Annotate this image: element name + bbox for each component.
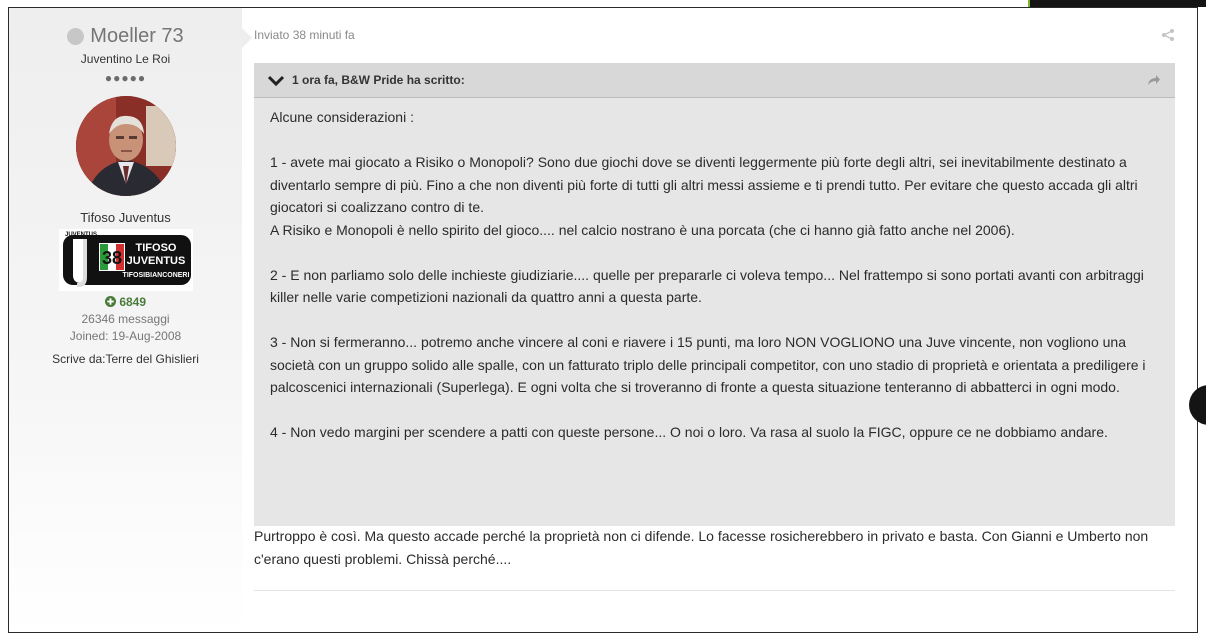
avatar[interactable]: [76, 96, 176, 196]
author-title: Juventino Le Roi: [80, 52, 171, 66]
reputation[interactable]: [9, 295, 242, 309]
chevron-down-icon[interactable]: [268, 74, 284, 86]
badge-line1: TIFOSO: [135, 242, 176, 254]
group-badge-image: [59, 229, 193, 291]
quote-header[interactable]: [254, 63, 1175, 98]
reputation-value: 6849: [119, 295, 147, 309]
badge-line3: TIFOSIBIANCONERI: [122, 272, 189, 279]
reply-text: Purtroppo è così. Ma questo accade perché la proprietà non ci difende. Lo facesse rosicherebbero in privato e basta. Con Gianni e Umberto non c'erano questi problemi. Chissà perché....: [254, 528, 1149, 567]
quote-paragraph: Alcune considerazioni :: [270, 109, 414, 125]
quote-paragraph: 3 - Non si fermeranno... potremo anche vincere al coni e riavere i 15 punti, ma loro NON VOGLIONO una Juve vincente, non vogliono una società con un gruppo solido alle spalle, con un fatturato triplo delle principali competitor, con uno stadio di proprietà e orientata a prediligere i palcoscenici internazionali (Superlega). E ogni volta che si troveranno di fronte a questa situazione tenteranno di abbatterci in ogni modo.: [270, 334, 1146, 395]
quote-citation[interactable]: 1 ora fa, B&W Pride ha scritto:: [292, 73, 465, 87]
avatar-image: [76, 96, 176, 196]
quote-paragraph: 4 - Non vedo margini per scendere a patti con queste persone... O noi o loro. Va rasa al suolo la FIGC, oppure ce ne dobbiamo andare.: [270, 424, 1108, 440]
quote-paragraph: A Risiko e Monopoli è nello spirito del gioco.... nel calcio nostrano è una porcata (che ci hanno già fatto anche nel 2006).: [270, 221, 1015, 238]
post-timestamp[interactable]: Inviato 38 minuti fa: [254, 28, 355, 42]
post-divider: [254, 590, 1175, 591]
post-content: [254, 8, 1175, 633]
quote-paragraph: 2 - E non parliamo solo delle inchieste giudiziarie.... quelle per prepararle ci voleva tempo... Nel frattempo si sono portati avanti con arbitraggi killer nelle varie competizioni nazionali da quattro anni a questa parte.: [270, 266, 1144, 305]
badge-top-text: JUVENTUS: [64, 232, 97, 238]
group-name: Tifoso Juventus: [80, 210, 171, 225]
author-panel: [9, 8, 242, 633]
author-location: Scrive da:Terre del Ghislieri: [52, 352, 199, 366]
author-name[interactable]: Moeller 73: [90, 24, 184, 47]
forum-post: [8, 7, 1198, 633]
quote-body: [254, 98, 1175, 444]
joined-date: Joined: 19-Aug-2008: [69, 329, 182, 343]
quote-paragraph: 1 - avete mai giocato a Risiko o Monopoli? Sono due giochi dove se diventi leggermente più forte degli altri, sei inevitabilmente destinato a diventarlo sempre di più. Fino a che non diventi più forte di tutti gli altri messi assieme e ti prendi tutto. Per evitare che questo accada gli altri giocatori si coalizzano contro di te.: [270, 154, 1138, 215]
share-icon[interactable]: [1161, 28, 1175, 42]
top-bar-accent: [1028, 0, 1206, 7]
badge-line2: JUVENTUS: [126, 255, 185, 267]
quote-share-icon[interactable]: [1147, 73, 1161, 87]
badge-number: 38: [101, 248, 122, 268]
post-count: 26346 messaggi: [81, 312, 170, 326]
quote-block: [254, 63, 1175, 526]
status-dot-icon: [67, 28, 84, 45]
rank-pips: ●●●●●: [104, 71, 147, 85]
reputation-plus-icon: [105, 296, 116, 307]
author-name-row: [9, 24, 242, 48]
